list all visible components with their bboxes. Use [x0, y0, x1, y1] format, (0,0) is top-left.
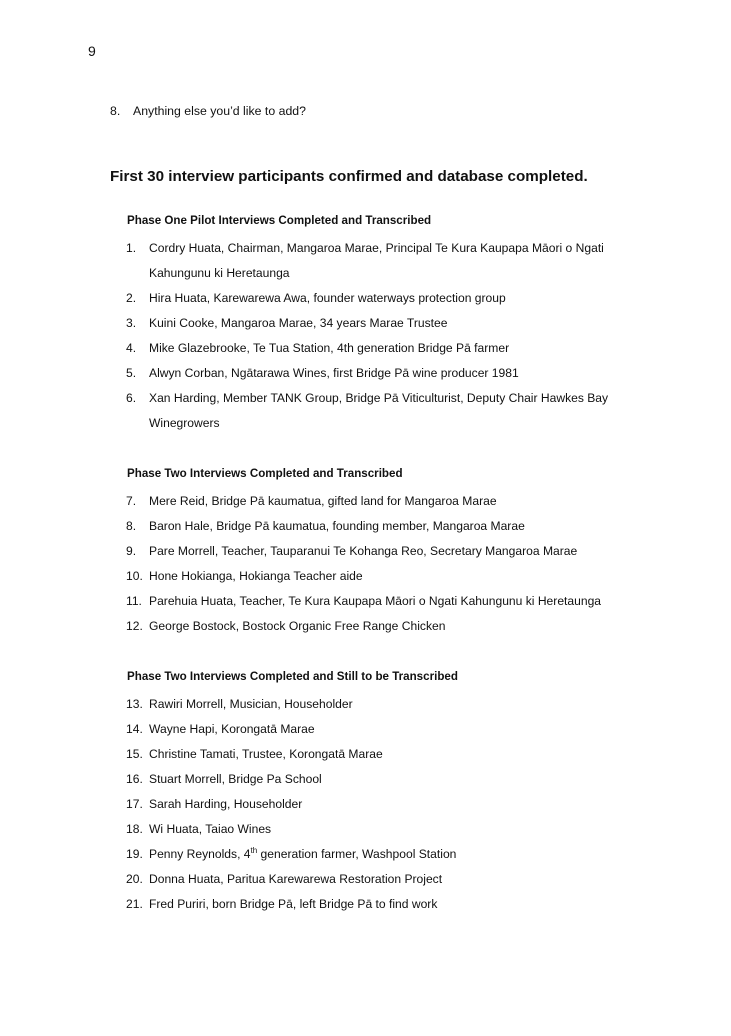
- item-number: 8.: [126, 519, 137, 533]
- item-text: Cordry Huata, Chairman, Mangaroa Marae, Principal Te Kura Kaupapa Māori o Ngati Kahungunu ki Heretaunga: [149, 241, 604, 280]
- list-item: [126, 792, 619, 817]
- item-text: Donna Huata, Paritua Karewarewa Restoration Project: [149, 872, 443, 886]
- item-number: 11.: [126, 594, 142, 608]
- list-item: [126, 286, 619, 311]
- item-text: Mere Reid, Bridge Pā kaumatua, gifted land for Mangaroa Marae: [149, 494, 497, 508]
- list-item: [126, 336, 619, 361]
- item-number: 13.: [126, 697, 143, 711]
- item-text: Rawiri Morrell, Musician, Householder: [149, 697, 353, 711]
- list-item: [126, 717, 619, 742]
- item-text: Sarah Harding, Householder: [149, 797, 303, 811]
- list-item: [126, 767, 619, 792]
- question-text: Anything else you’d like to add?: [133, 104, 306, 118]
- item-number: 9.: [126, 544, 137, 558]
- participant-list-untranscribed: [126, 692, 619, 917]
- list-item: [126, 892, 619, 917]
- item-number: 12.: [126, 619, 143, 633]
- list-item: [126, 564, 619, 589]
- item-text: Hira Huata, Karewarewa Awa, founder waterways protection group: [149, 291, 506, 305]
- participant-list-phase-two: [126, 489, 619, 639]
- ordinal-suffix: th: [250, 845, 258, 855]
- list-item: [126, 311, 619, 336]
- item-text: Parehuia Huata, Teacher, Te Kura Kaupapa Māori o Ngati Kahungunu ki Heretaunga: [149, 594, 602, 608]
- item-text-after: generation farmer, Washpool Station: [257, 847, 457, 861]
- section-title-phase-two-untranscribed: Phase Two Interviews Completed and Still to be Transcribed: [127, 670, 458, 683]
- item-text: Xan Harding, Member TANK Group, Bridge Pā Viticulturist, Deputy Chair Hawkes Bay Winegrowers: [149, 391, 609, 430]
- item-number: 3.: [126, 316, 137, 330]
- item-number: 6.: [126, 391, 137, 405]
- list-item: [126, 614, 619, 639]
- item-number: 18.: [126, 822, 143, 836]
- section-title-phase-one: Phase One Pilot Interviews Completed and Transcribed: [127, 214, 432, 227]
- item-text: Christine Tamati, Trustee, Korongatā Marae: [149, 747, 383, 761]
- item-text: Stuart Morrell, Bridge Pa School: [149, 772, 322, 786]
- item-number: 1.: [126, 241, 137, 255]
- list-item: [126, 589, 619, 614]
- list-item: [126, 539, 619, 564]
- item-number: 4.: [126, 341, 137, 355]
- item-text: Alwyn Corban, Ngātarawa Wines, first Bridge Pā wine producer 1981: [149, 366, 519, 380]
- item-number: 10.: [126, 569, 143, 583]
- item-number: 21.: [126, 897, 143, 911]
- list-item: [126, 867, 619, 892]
- item-number: 20.: [126, 872, 143, 886]
- item-number: 16.: [126, 772, 143, 786]
- list-item: [126, 514, 619, 539]
- item-text: [149, 842, 619, 867]
- list-item: [126, 236, 619, 286]
- item-number: 2.: [126, 291, 137, 305]
- item-number: 5.: [126, 366, 137, 380]
- list-item: [126, 489, 619, 514]
- item-number: 7.: [126, 494, 137, 508]
- item-text: George Bostock, Bostock Organic Free Range Chicken: [149, 619, 446, 633]
- list-item: [126, 361, 619, 386]
- page-number: 9: [88, 43, 96, 59]
- section-title-phase-two: Phase Two Interviews Completed and Transcribed: [127, 467, 403, 480]
- item-number: 15.: [126, 747, 143, 761]
- item-text: Wi Huata, Taiao Wines: [149, 822, 272, 836]
- list-item: [126, 817, 619, 842]
- list-item: [126, 386, 619, 436]
- item-text: Fred Puriri, born Bridge Pā, left Bridge Pā to find work: [149, 897, 438, 911]
- list-item: [126, 692, 619, 717]
- item-number: 19.: [126, 847, 143, 861]
- question-number: 8.: [110, 104, 121, 118]
- main-heading: First 30 interview participants confirmed and database completed.: [110, 168, 588, 185]
- item-text: Kuini Cooke, Mangaroa Marae, 34 years Marae Trustee: [149, 316, 448, 330]
- question-item: [110, 104, 306, 118]
- participant-list-phase-one: [126, 236, 619, 436]
- item-number: 17.: [126, 797, 143, 811]
- item-text: Wayne Hapi, Korongatā Marae: [149, 722, 315, 736]
- item-text: Mike Glazebrooke, Te Tua Station, 4th generation Bridge Pā farmer: [149, 341, 510, 355]
- item-text: Pare Morrell, Teacher, Tauparanui Te Kohanga Reo, Secretary Mangaroa Marae: [149, 544, 578, 558]
- item-number: 14.: [126, 722, 143, 736]
- item-text: Baron Hale, Bridge Pā kaumatua, founding member, Mangaroa Marae: [149, 519, 525, 533]
- list-item: [126, 842, 619, 867]
- item-text-before: Penny Reynolds, 4: [149, 847, 251, 861]
- list-item: [126, 742, 619, 767]
- item-text: Hone Hokianga, Hokianga Teacher aide: [149, 569, 363, 583]
